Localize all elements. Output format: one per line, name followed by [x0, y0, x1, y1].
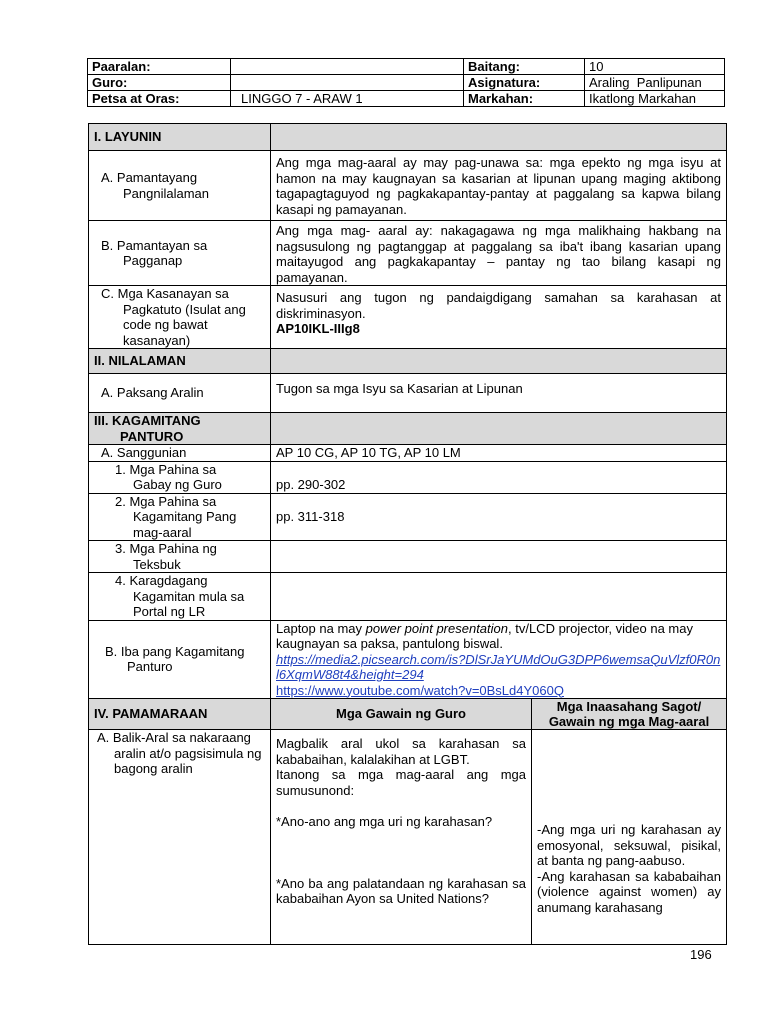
nilalaman-heading: II. NILALAMAN — [89, 349, 271, 374]
pamantayan-pagganap-text: Ang mga mag- aaral ay: nakagagawa ng mga malikhaing hakbang na nagsusulong ng pagtanggap at paggalang sa iba't ibang kasarian upang maitayugod ang pagkakapantay – pantay ng tao bilang kasapi ng pamayanan. — [271, 221, 727, 286]
label-line-1: 1. Mga Pahina sa — [115, 461, 217, 477]
pamantayang-pangnilalaman-label — [89, 151, 271, 221]
inaasahang-sagot-header: Mga Inaasahang Sagot/ Gawain ng mga Mag-aaral — [532, 699, 727, 730]
guro-value — [231, 75, 464, 91]
materials-text-1: Laptop na may — [276, 620, 366, 636]
label-line-2: Gabay ng Guro — [133, 477, 222, 492]
kagamitang-mag-aaral-pages: pp. 311-318 — [271, 493, 727, 541]
youtube-link[interactable]: https://www.youtube.com/watch?v=0BsLd4Y060Q — [276, 682, 564, 698]
asignatura-value: Araling Panlipunan — [585, 75, 725, 91]
label-line-2: Pagkatuto (Isulat ang code ng bawat kasanayan) — [123, 301, 246, 348]
baitang-value: 10 — [585, 59, 725, 75]
asignatura-label: Asignatura: — [464, 75, 585, 91]
teksbuk-value — [271, 541, 727, 573]
kagamitan-heading-blank — [271, 413, 727, 445]
gawain-guro-cell — [271, 730, 532, 945]
heading-line-2: PANTURO — [120, 428, 184, 444]
gabay-guro-pages: pp. 290-302 — [271, 461, 727, 493]
iba-pang-kagamitan-text — [271, 620, 727, 699]
guro-label: Guro: — [88, 75, 231, 91]
layunin-heading-blank — [271, 124, 727, 151]
balik-aral-text: A. Balik-Aral sa nakaraang aralin at/o pagsisimula ng bagong aralin — [97, 730, 262, 776]
label-line-1: C. Mga Kasanayan sa — [101, 286, 229, 301]
portal-lr-label — [89, 573, 271, 621]
paaralan-label: Paaralan: — [88, 59, 231, 75]
petsa-value: LINGGO 7 - ARAW 1 — [231, 91, 464, 107]
guro-question-2: *Ano ba ang palatandaan ng karahasan sa kababaihan Ayon sa United Nations? — [276, 875, 526, 906]
teksbuk-label — [89, 541, 271, 573]
sagot-1: -Ang mga uri ng karahasan ay emosyonal, seksuwal, pisikal, at banta ng pang-aabuso. — [537, 822, 721, 868]
paksang-aralin-text: Tugon sa mga Isyu sa Kasarian at Lipunan — [271, 374, 727, 413]
label-line-1: B. Pamantayan sa — [101, 237, 208, 253]
label-line-1: 4. Karagdagang — [115, 573, 208, 588]
baitang-label: Baitang: — [464, 59, 585, 75]
guro-question-1: *Ano-ano ang mga uri ng karahasan? — [276, 814, 493, 829]
picsearch-link[interactable]: https://media2.picsearch.com/is?DlSrJaYUMdOuG3DPP6wemsaQuVlzf0R0nl6XqmW88t4&height=294 — [276, 651, 721, 682]
inaasahang-sagot-cell — [532, 730, 727, 945]
kasanayan-text — [271, 286, 727, 349]
label-line-2: Kagamitan mula sa Portal ng LR — [133, 588, 245, 619]
label-line-1: 3. Mga Pahina ng — [115, 541, 217, 556]
pamamaraan-heading: IV. PAMAMARAAN — [89, 699, 271, 730]
portal-lr-value — [271, 573, 727, 621]
label-line-2: Panturo — [127, 659, 173, 675]
guro-instruction-2: Itanong sa mga mag-aaral ang mga sumusunond: — [276, 767, 526, 798]
gabay-guro-label — [89, 461, 271, 493]
label-line-2: Pangnilalaman — [123, 185, 210, 201]
pamantayan-pagganap-label — [89, 221, 271, 286]
pamantayang-pangnilalaman-text: Ang mga mag-aaral ay may pag-unawa sa: mga epekto ng mga isyu at hamon na may kaugnayan sa kasarian at lipunan upang maging aktibong tagapagtaguyod ng pagkakapantay-pantay at paggalang sa kapwa bilang kasapi ng pamayanan. — [271, 151, 727, 221]
nilalaman-heading-blank — [271, 349, 727, 374]
materials-text-italic: power point presentation — [365, 620, 508, 636]
label-line-2: Pagganap — [123, 253, 183, 268]
lesson-plan-table — [88, 123, 727, 945]
kasanayan-code: AP10IKL-IIIg8 — [276, 321, 360, 336]
layunin-heading: I. LAYUNIN — [89, 124, 271, 151]
page-number: 196 — [690, 947, 712, 962]
kagamitang-mag-aaral-label — [89, 493, 271, 541]
label-line-2: Teksbuk — [133, 556, 181, 572]
markahan-value: Ikatlong Markahan — [585, 91, 725, 107]
heading-line-1: III. KAGAMITANG — [94, 413, 201, 428]
kasanayan-label — [89, 286, 271, 349]
label-line-1: 2. Mga Pahina sa — [115, 493, 217, 509]
gawain-guro-header: Mga Gawain ng Guro — [271, 699, 532, 730]
balik-aral-label — [89, 730, 271, 945]
kagamitan-heading — [89, 413, 271, 445]
sagot-2: -Ang karahasan sa kababaihan (violence against women) ay anumang karahasang — [537, 868, 721, 915]
markahan-label: Markahan: — [464, 91, 585, 107]
label-line-1: B. Iba pang Kagamitang — [105, 643, 245, 659]
sanggunian-label: A. Sanggunian — [89, 445, 271, 462]
paaralan-value — [231, 59, 464, 75]
iba-pang-kagamitan-label — [89, 620, 271, 699]
guro-instruction-1: Magbalik aral ukol sa karahasan sa kababaihan, kalalakihan at LGBT. — [276, 736, 526, 767]
header-table — [87, 58, 725, 107]
kasanayan-description: Nasusuri ang tugon ng pandaigdigang samahan sa karahasan at diskriminasyon. — [276, 290, 721, 321]
label-line-1: A. Pamantayang — [101, 170, 198, 185]
materials-text-2: , tv/LCD projector, video na may kaugnayan sa paksa, pantulong biswal. — [276, 620, 693, 651]
paksang-aralin-label: A. Paksang Aralin — [89, 374, 271, 413]
petsa-label: Petsa at Oras: — [88, 91, 231, 107]
label-line-2: Kagamitang Pang mag-aaral — [133, 509, 237, 540]
sanggunian-text: AP 10 CG, AP 10 TG, AP 10 LM — [271, 445, 727, 462]
